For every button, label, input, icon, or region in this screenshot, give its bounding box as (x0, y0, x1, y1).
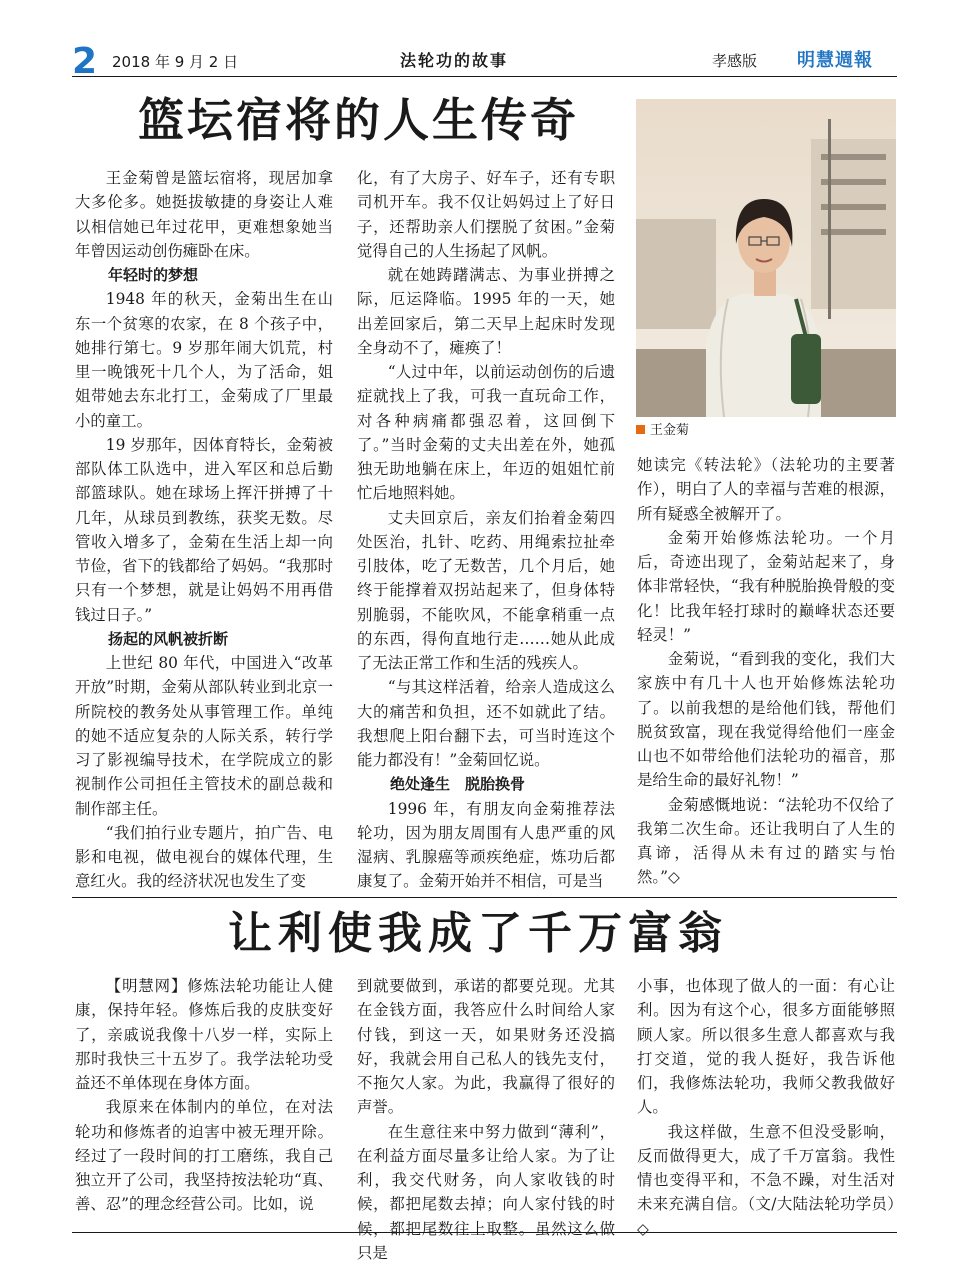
article-divider (72, 897, 897, 898)
paragraph: 1948 年的秋天，金菊出生在山东一个贫寒的农家，在 8 个孩子中，她排行第七。9 岁那年闹大饥荒，村里一晚饿死十几个人，为了活命，姐姐带她去东北打工，金菊成了厂里最小的童工。 (75, 290, 333, 430)
page-number: 2 (72, 41, 98, 82)
paragraph: 我这样做，生意不但没受影响，反而做得更大，成了千万富翁。我性情也变得平和，不急不躁，对生活对未来充满自信。（文/大陆法轮功学员）◇ (637, 1122, 895, 1238)
article1-column-1 (75, 166, 333, 894)
paragraph: 她读完《转法轮》（法轮功的主要著作），明白了人的幸福与苦难的根源，所有疑惑全被解开了。 (637, 456, 895, 523)
paragraph: “人过中年，以前运动创伤的后遗症就找上了我，可我一直玩命工作，对各种病痛都强忍着，这回倒下了。”当时金菊的丈夫出差在外，她孤独无助地躺在床上，年迈的姐姐忙前忙后地照料她。 (357, 363, 615, 503)
article1-column-2 (357, 166, 615, 894)
paragraph: 王金菊曾是篮坛宿将，现居加拿大多伦多。她挺拔敏捷的身姿让人难以相信她已年过花甲，更难想象她当年曾因运动创伤瘫卧在床。 (75, 169, 333, 260)
paragraph: 就在她踌躇满志、为事业拼搏之际，厄运降临。1995 年的一天，她出差回家后，第二天早上起床时发现全身动不了，瘫痪了！ (357, 266, 615, 357)
paragraph: “我们拍行业专题片，拍广告、电影和电视，做电视台的媒体代理，生意红火。我的经济状况也发生了变 (75, 823, 333, 891)
caption-text: 王金菊 (650, 423, 690, 438)
article2-column-1 (75, 974, 333, 1217)
issue-date: 2018 年 9 月 2 日 (112, 53, 239, 71)
edition-label: 孝感版 (712, 52, 758, 70)
paragraph: 到就要做到，承诺的都要兑现。尤其在金钱方面，我答应什么时间给人家付钱，到这一天，如果财务还没搞好，我就会用自己私人的钱先支付，不拖欠人家。为此，我赢得了很好的声誉。 (357, 977, 615, 1117)
section-title: 法轮功的故事 (400, 51, 509, 70)
paragraph: 金菊感慨地说：“法轮功不仅给了我第二次生命。还让我明白了人生的真谛，活得从未有过的踏实与怡然。”◇ (637, 795, 895, 887)
paragraph: 丈夫回京后，亲友们抬着金菊四处医治，扎针、吃药、用绳索拉扯牵引肢体，吃了无数苦，几个月后，她终于能撑着双拐站起来了，但身体特别脆弱，不能吹风，不能拿稍重一点的东西，得佝直地行走……她从此成了无法正常工作和生活的残疾人。 (357, 508, 615, 672)
paragraph: 1996 年，有朋友向金菊推荐法轮功，因为朋友周围有人患严重的风湿病、乳腺癌等顽疾绝症，炼功后都康复了。金菊开始并不相信，可是当 (357, 799, 615, 891)
paragraph: 在生意往来中努力做到“薄利”，在利益方面尽量多让给人家。为了让利，我交代财务，向人家收钱的时候，都把尾数去掉；向人家付钱的时候，都把尾数往上取整。虽然这么做只是 (357, 1122, 615, 1262)
article2-column-2 (357, 974, 615, 1265)
paragraph: 19 岁那年，因体育特长，金菊被部队体工队选中，进入军区和总后勤部篮球队。她在球场上挥汗拼搏了十几年，从球员到教练，获奖无数。尽管收入增多了，金菊在生活上却一向节俭，省下的钱都给了妈妈。“我那时只有一个梦想，就是让妈妈不用再借钱过日子。” (75, 435, 333, 624)
subheading: 年轻时的梦想 (108, 266, 199, 284)
paragraph: 小事，也体现了做人的一面：有心让利。因为有这个心，很多方面能够照顾人家。所以很多生意人都喜欢与我打交道，觉的我人挺好，我告诉他们，我修炼法轮功，我师父教我做好人。 (637, 977, 895, 1117)
paragraph: 金菊开始修炼法轮功。一个月后，奇迹出现了，金菊站起来了，身体非常轻快，“我有种脱胎换骨般的变化！比我年轻打球时的巅峰状态还要轻灵！” (637, 528, 895, 644)
footer-rule (72, 1232, 897, 1233)
subheading: 绝处逢生 脱胎换骨 (390, 775, 526, 794)
masthead-logo: 明慧週報 (797, 50, 873, 71)
paragraph: 上世纪 80 年代，中国进入“改革开放”时期，金菊从部队转业到北京一所院校的教务处从事管理工作。单纯的她不适应复杂的人际关系，转行学习了影视编导技术，在学院成立的影视制作公司担任主管技术的副总裁和制作部主任。 (75, 654, 333, 818)
article2-title: 让利使我成了千万富翁 (228, 908, 728, 959)
paragraph: 【明慧网】修炼法轮功能让人健康，保持年轻。修炼后我的皮肤变好了，亲戚说我像十八岁一样，实际上那时我快三十五岁了。我学法轮功受益还不单体现在身体方面。 (75, 977, 333, 1092)
article1-title: 篮坛宿将的人生传奇 (138, 93, 579, 147)
subheading: 扬起的风帆被折断 (108, 629, 229, 648)
paragraph: 化，有了大房子、好车子，还有专职司机开车。我不仅让妈妈过上了好日子，还帮助亲人们摆脱了贫困。”金菊觉得自己的人生扬起了风帆。 (357, 169, 615, 260)
paragraph: 我原来在体制内的单位，在对法轮功和修炼者的迫害中被无理开除。经过了一段时间的打工磨练，我自己独立开了公司，我坚持按法轮功“真、善、忍”的理念经营公司。比如，说 (75, 1098, 333, 1214)
portrait-photo (636, 99, 896, 417)
paragraph: “与其这样活着，给亲人造成这么大的痛苦和负担，还不如就此了结。我想爬上阳台翻下去，可当时连这个能力都没有！”金菊回忆说。 (357, 678, 615, 769)
header-rule (72, 76, 897, 77)
article2-column-3 (637, 974, 895, 1241)
photo-caption (636, 423, 689, 439)
article1-column-3 (637, 453, 895, 890)
paragraph: 金菊说，“看到我的变化，我们大家族中有几十人也开始修炼法轮功了。以前我想的是给他们钱，帮他们脱贫致富，现在我觉得给他们一座金山也不如带给他们法轮功的福音，那是给生命的最好礼物！” (637, 650, 895, 790)
caption-marker-icon (636, 425, 645, 434)
